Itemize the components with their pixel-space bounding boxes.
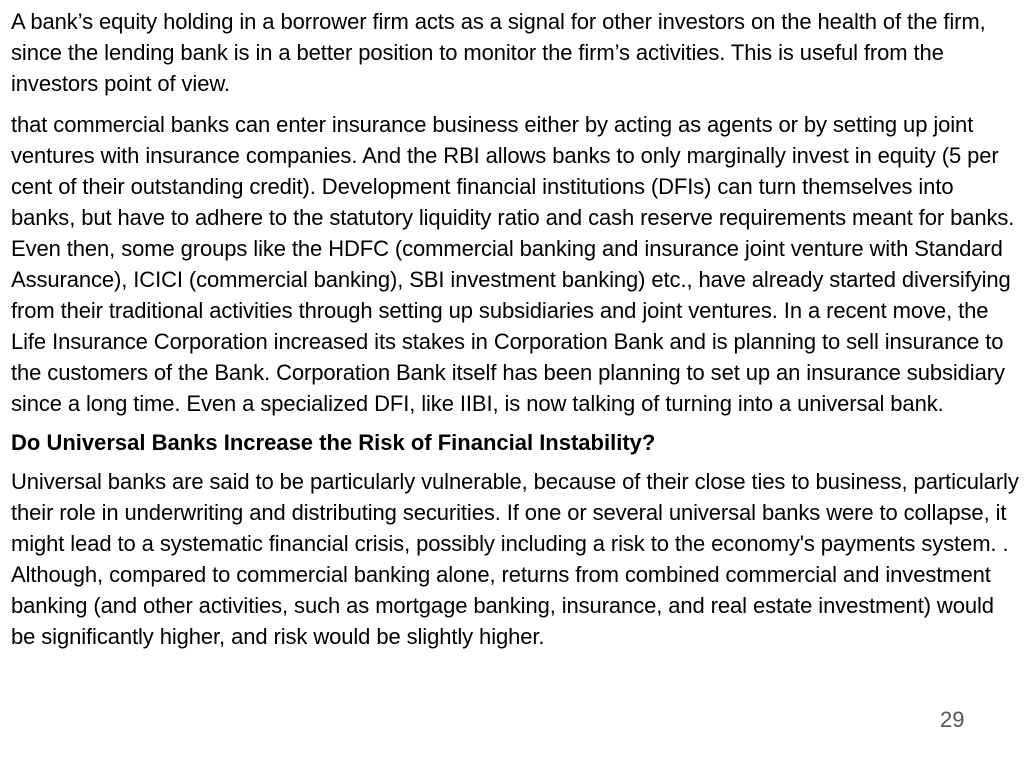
paragraph-commercial-banks-insurance: that commercial banks can enter insurance business either by acting as agents or by setting up joint ventures with insurance companies. And the RBI allows banks to only marginally invest in equity (5 per cent of their outstanding credit). Development financial institutions (DFIs) can turn themselves into banks, but have to adhere to the statutory liquidity ratio and cash reserve requirements meant for banks. Even then, some groups like the HDFC (commercial banking and insurance joint venture with Standard Assurance), ICICI (commercial banking), SBI investment banking) etc., have already started diversifying from their traditional activities through setting up subsidiaries and joint ventures. In a recent move, the Life Insurance Corporation increased its stakes in Corporation Bank and is planning to sell insurance to the customers of the Bank. Corporation Bank itself has been planning to set up an insurance subsidiary since a long time. Even a specialized DFI, like IIBI, is now talking of turning into a universal bank. <box>11 112 1015 416</box>
paragraph-universal-banks-risk: Universal banks are said to be particularly vulnerable, because of their close ties to business, particularly their role in underwriting and distributing securities. If one or several universal banks were to collapse, it might lead to a systematic financial crisis, possibly including a risk to the economy's payments system. . Although, compared to commercial banking alone, returns from combined commercial and investment banking (and other activities, such as mortgage banking, insurance, and real estate investment) would be significantly higher, and risk would be slightly higher. <box>11 469 1019 649</box>
page-number: 29 <box>940 707 965 732</box>
section-heading: Do Universal Banks Increase the Risk of Financial Instability? <box>11 430 656 455</box>
paragraph-bank-equity-signal: A bank’s equity holding in a borrower firm acts as a signal for other investors on the health of the firm, since the lending bank is in a better position to monitor the firm’s activities. This is useful from the investors point of view. <box>11 9 986 96</box>
slide-body <box>11 6 1019 652</box>
